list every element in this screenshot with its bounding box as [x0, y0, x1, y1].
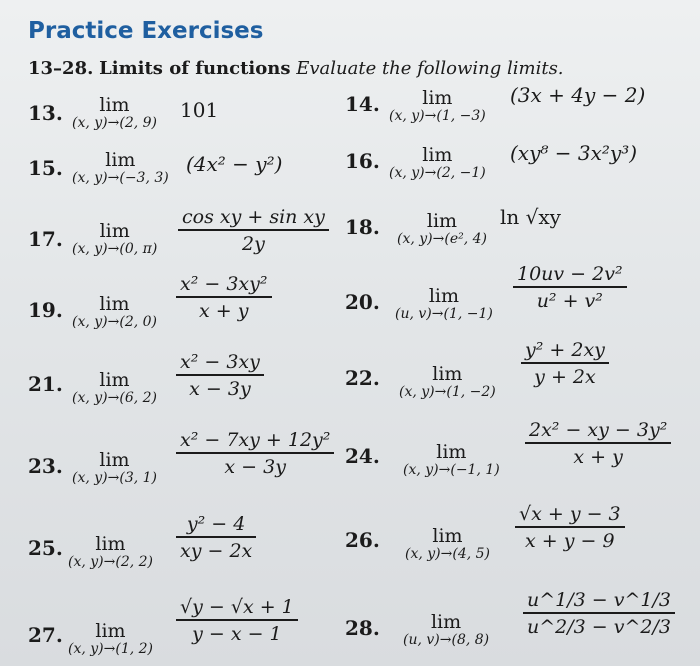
exercise-number: 15. — [28, 156, 63, 180]
numerator: x² − 3xy — [180, 351, 260, 373]
lim-word: lim — [95, 533, 126, 555]
limit-operator — [72, 450, 157, 486]
exercise-17 — [28, 205, 348, 265]
exercise-28 — [345, 588, 695, 648]
numerator: √x + y − 3 — [519, 503, 621, 525]
limit-approach: (x, y)→(−3, 3) — [72, 170, 169, 186]
fraction — [176, 428, 334, 480]
exercise-number: 22. — [345, 366, 380, 390]
limit-operator — [403, 612, 489, 648]
denominator: 2y — [242, 232, 265, 255]
limit-approach: (x, y)→(0, π) — [72, 241, 158, 257]
denominator: x + y — [199, 299, 249, 322]
exercise-27 — [28, 595, 348, 655]
limit-operator — [72, 150, 169, 186]
lim-word: lim — [99, 220, 130, 242]
fraction — [176, 272, 272, 324]
limit-operator — [72, 294, 157, 330]
numerator: x² − 3xy² — [180, 273, 268, 295]
exercise-number: 18. — [345, 215, 380, 239]
denominator: u² + v² — [536, 289, 603, 312]
denominator: x − 3y — [189, 377, 251, 400]
fraction — [176, 512, 256, 564]
limit-approach: (u, v)→(1, −1) — [395, 306, 493, 322]
lim-word: lim — [99, 449, 130, 471]
denominator: x + y − 9 — [525, 529, 615, 552]
limit-approach: (x, y)→(2, 2) — [68, 554, 153, 570]
exercise-26 — [345, 502, 695, 562]
exercise-number: 14. — [345, 92, 380, 116]
exercise-21 — [28, 350, 348, 410]
limit-operator — [68, 621, 153, 657]
fraction — [521, 338, 609, 390]
exercise-16 — [345, 141, 685, 205]
exercise-14 — [345, 83, 685, 148]
fraction — [176, 595, 298, 647]
section-heading: Practice Exercises — [28, 18, 264, 44]
exercise-19 — [28, 270, 348, 330]
limit-operator — [389, 88, 486, 124]
exercise-number: 13. — [28, 101, 63, 125]
fraction — [525, 418, 671, 470]
denominator: y + 2x — [534, 365, 596, 388]
exercise-number: 21. — [28, 372, 63, 396]
numerator: y² − 4 — [186, 513, 246, 535]
denominator: x + y — [573, 445, 623, 468]
exercise-number: 27. — [28, 623, 63, 647]
numerator: u^1/3 − v^1/3 — [527, 589, 671, 611]
fraction — [523, 588, 675, 640]
limit-approach: (x, y)→(3, 1) — [72, 470, 157, 486]
limit-expression: (3x + 4y − 2) — [510, 83, 646, 107]
limit-expression: (4x² − y²) — [186, 152, 283, 176]
lim-word: lim — [99, 369, 130, 391]
fraction — [513, 262, 627, 314]
exercise-25 — [28, 512, 348, 572]
lim-word: lim — [99, 293, 130, 315]
lim-word: lim — [99, 94, 130, 116]
exercise-20 — [345, 262, 685, 322]
limit-operator — [397, 211, 487, 247]
limit-operator — [389, 145, 486, 181]
denominator: x − 3y — [224, 455, 286, 478]
denominator: y − x − 1 — [192, 622, 282, 645]
fraction — [515, 502, 625, 554]
exercise-22 — [345, 338, 685, 398]
exercise-topic: Limits of functions — [99, 58, 291, 79]
exercise-number: 19. — [28, 298, 63, 322]
limit-operator — [399, 364, 496, 400]
numerator: √y − √x + 1 — [180, 596, 294, 618]
limit-approach: (x, y)→(2, −1) — [389, 165, 486, 181]
exercise-number: 26. — [345, 528, 380, 552]
fraction — [178, 205, 329, 257]
limit-approach: (x, y)→(6, 2) — [72, 390, 157, 406]
exercise-15 — [28, 150, 328, 210]
limit-approach: (x, y)→(2, 9) — [72, 115, 157, 131]
denominator: u^2/3 − v^2/3 — [527, 615, 671, 638]
exercise-number: 17. — [28, 227, 63, 251]
lim-word: lim — [436, 441, 467, 463]
numerator: 10uv − 2v² — [517, 263, 623, 285]
limit-operator — [72, 370, 157, 406]
limit-operator — [72, 95, 157, 131]
limit-approach: (x, y)→(1, −3) — [389, 108, 486, 124]
exercise-23 — [28, 428, 348, 488]
lim-word: lim — [422, 144, 453, 166]
exercise-13 — [28, 95, 328, 155]
denominator: xy − 2x — [180, 539, 253, 562]
fraction — [176, 350, 264, 402]
lim-word: lim — [428, 285, 460, 307]
exercise-instructions — [28, 58, 564, 79]
limit-approach: (x, y)→(1, 2) — [68, 641, 153, 657]
lim-word: lim — [432, 363, 463, 385]
exercise-number: 28. — [345, 616, 380, 640]
lim-word: lim — [422, 87, 453, 109]
lim-word: lim — [95, 620, 126, 642]
lim-word: lim — [105, 149, 136, 171]
limit-approach: (x, y)→(−1, 1) — [403, 462, 500, 478]
numerator: cos xy + sin xy — [182, 206, 325, 228]
limit-approach: (u, v)→(8, 8) — [403, 632, 490, 648]
limit-operator — [72, 221, 157, 257]
numerator: 2x² − xy − 3y² — [529, 419, 668, 441]
exercise-number: 25. — [28, 536, 63, 560]
lim-word: lim — [426, 210, 458, 232]
limit-expression: ln √xy — [500, 205, 561, 229]
limit-expression: (xy⁸ − 3x²y³) — [510, 141, 638, 165]
limit-expression: 101 — [180, 98, 219, 122]
numerator: y² + 2xy — [525, 339, 605, 361]
limit-approach: (x, y)→(2, 0) — [72, 314, 157, 330]
limit-operator — [403, 442, 500, 478]
exercise-24 — [345, 418, 695, 478]
exercise-number: 24. — [345, 444, 380, 468]
limit-operator — [395, 286, 493, 322]
exercise-range: 13–28. — [28, 58, 94, 79]
limit-operator — [405, 526, 490, 562]
limit-operator — [68, 534, 153, 570]
numerator: x² − 7xy + 12y² — [180, 429, 331, 451]
limit-approach: (x, y)→(4, 5) — [405, 546, 490, 562]
exercise-number: 20. — [345, 290, 380, 314]
limit-approach: (x, y)→(1, −2) — [399, 384, 496, 400]
exercise-number: 23. — [28, 454, 63, 478]
lim-word: lim — [430, 611, 462, 633]
lim-word: lim — [432, 525, 463, 547]
exercise-18 — [345, 205, 685, 265]
limit-approach: (x, y)→(e², 4) — [397, 231, 487, 247]
exercise-number: 16. — [345, 149, 380, 173]
exercise-instruction: Evaluate the following limits. — [296, 58, 564, 79]
